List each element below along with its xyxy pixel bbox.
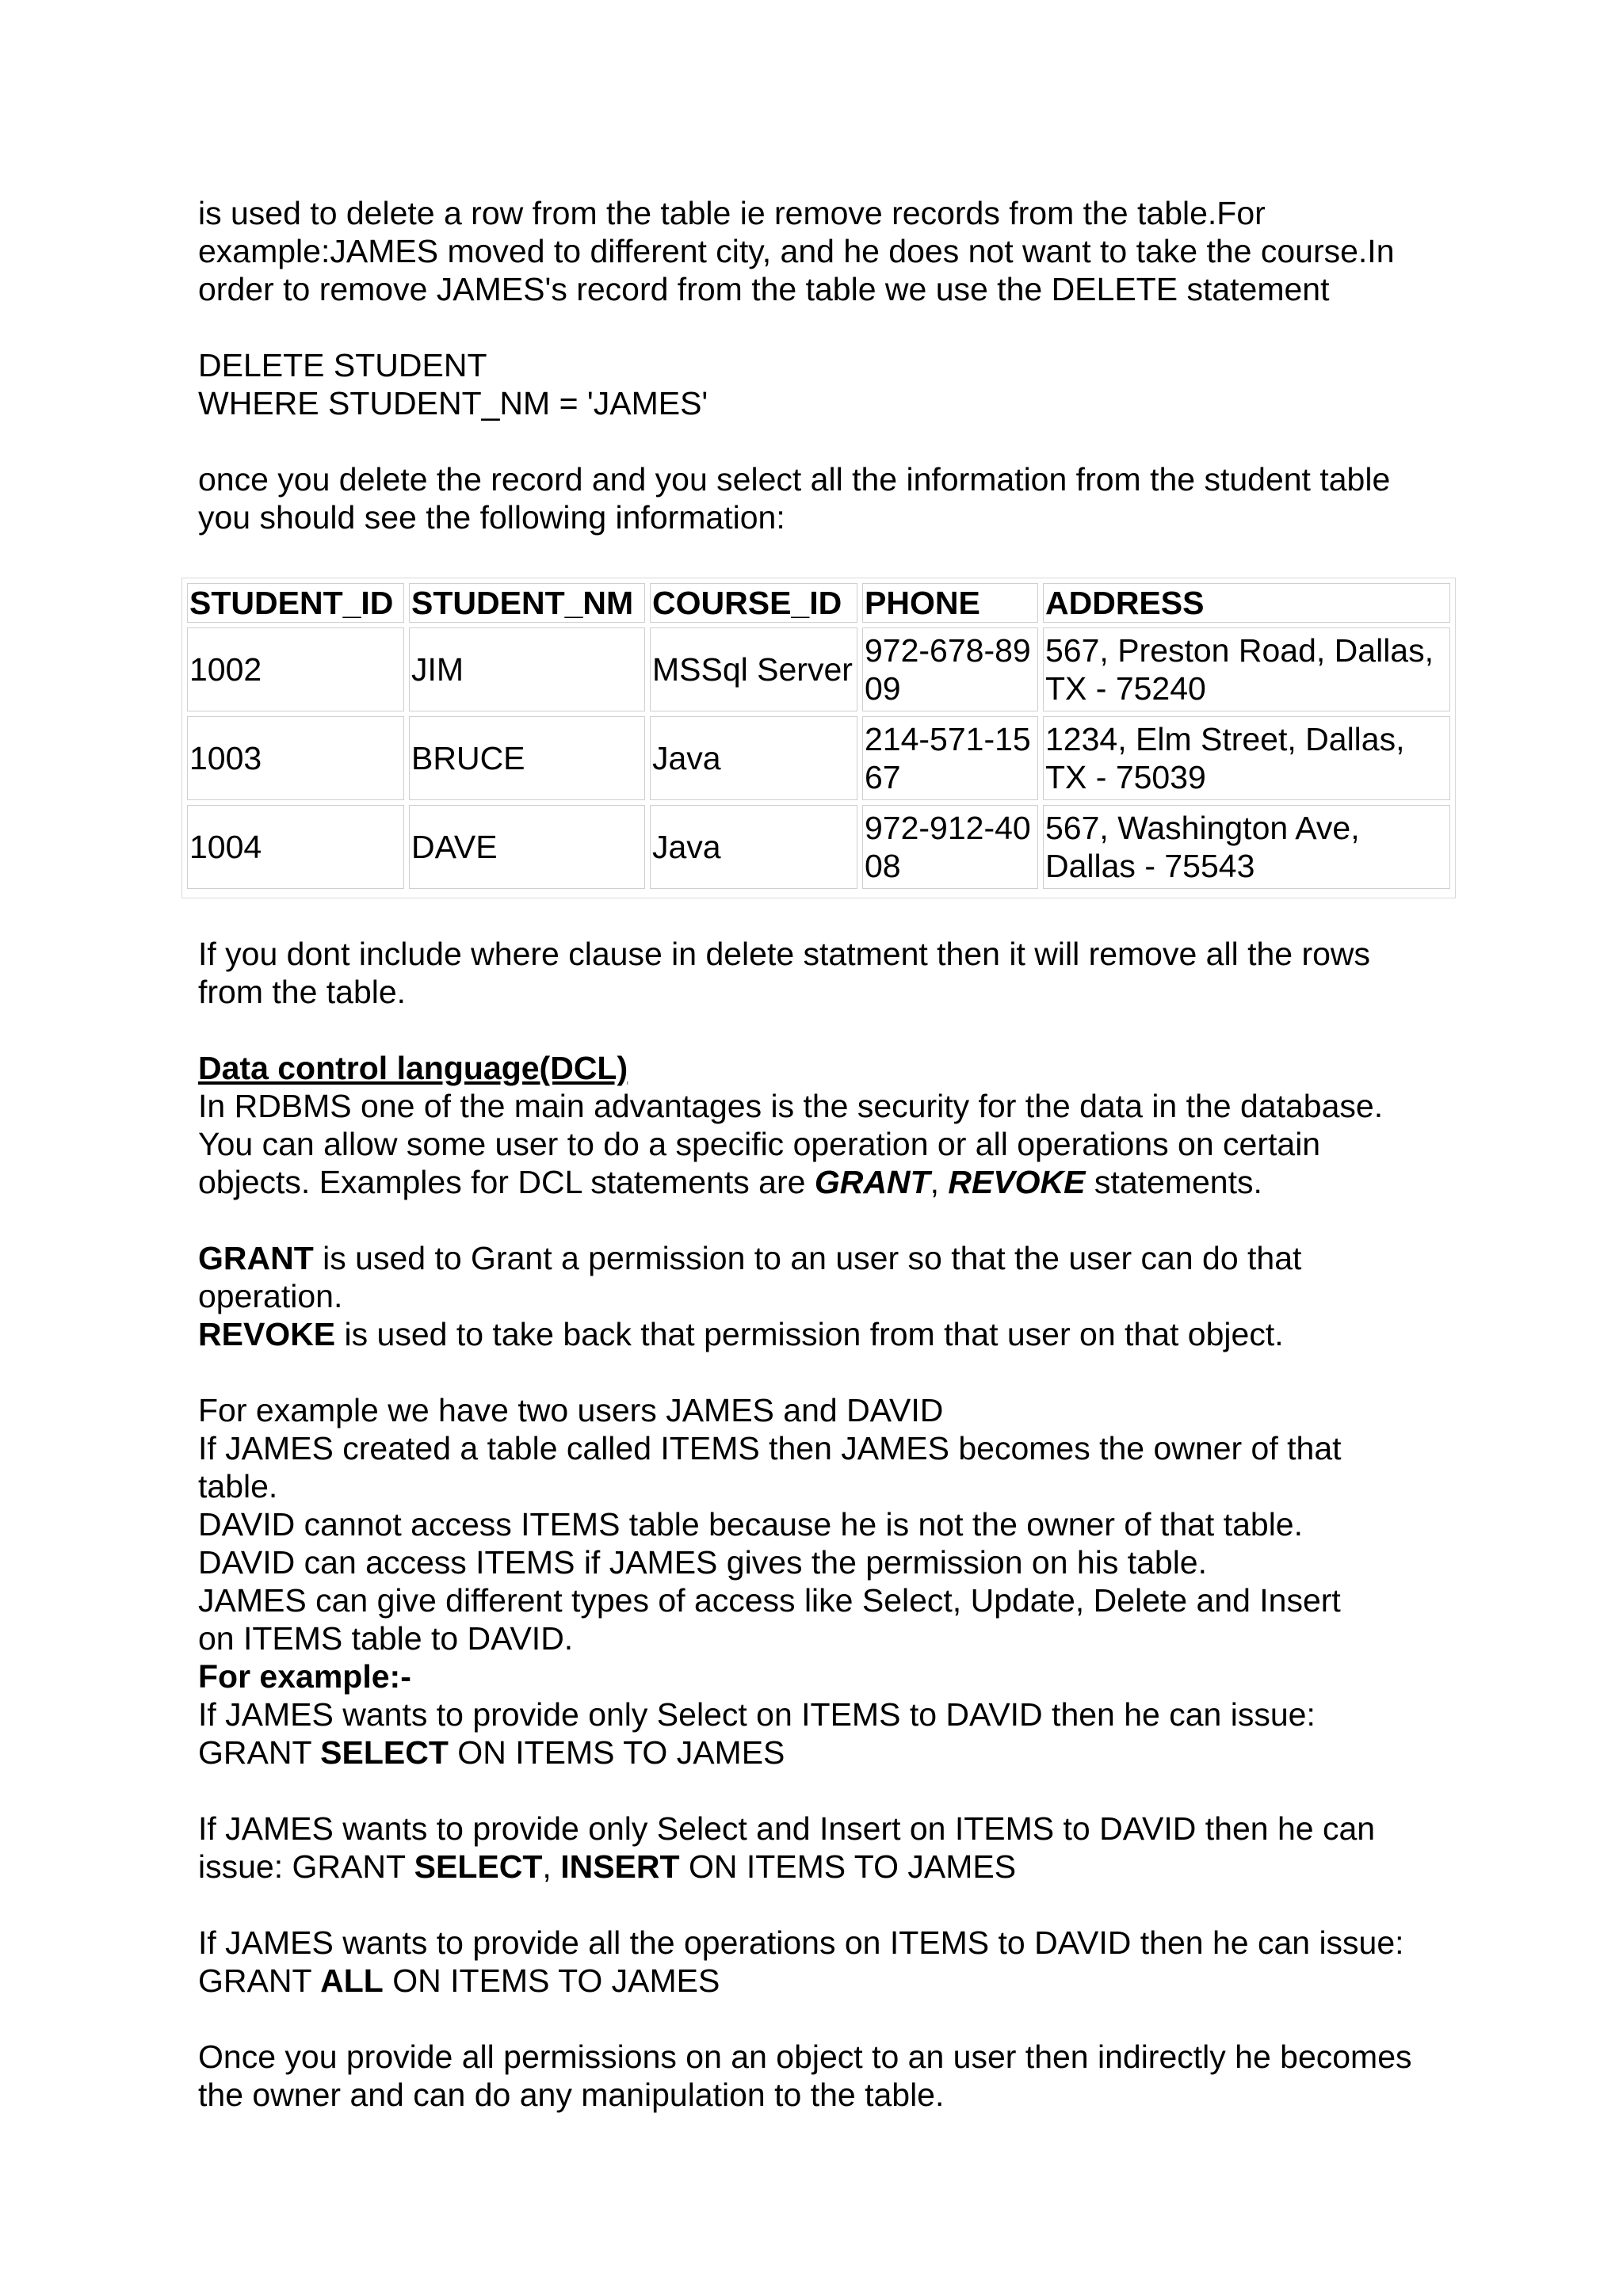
cell-course-id: MSSql Server xyxy=(650,627,857,711)
cell-address: 1234, Elm Street, Dallas, TX - 75039 xyxy=(1043,716,1450,800)
example-line: JAMES can give different types of access like Select, Update, Delete and Insert xyxy=(198,1582,1341,1619)
sql-text: ON ITEMS TO JAMES xyxy=(679,1848,1017,1885)
dcl-line: In RDBMS one of the main advantages is the security for the data in the database. xyxy=(198,1088,1384,1124)
revoke-keyword: REVOKE xyxy=(948,1164,1086,1200)
table-row xyxy=(187,716,1450,800)
cell-phone: 214-571-1567 xyxy=(862,716,1038,800)
example-3 xyxy=(198,1924,1466,2000)
column-header-phone: PHONE xyxy=(862,583,1038,623)
after-delete-line: you should see the following information: xyxy=(198,499,785,536)
sql-text: issue: GRANT xyxy=(198,1848,414,1885)
document-bottom xyxy=(198,935,1466,2114)
cell-course-id: Java xyxy=(650,716,857,800)
sql-text: GRANT xyxy=(198,1962,321,1999)
example-line: DAVID can access ITEMS if JAMES gives the permission on his table. xyxy=(198,1544,1208,1581)
student-table-container xyxy=(181,578,1456,898)
grant-all-statement xyxy=(198,1962,1466,2000)
cell-phone: 972-678-8909 xyxy=(862,627,1038,711)
where-clause-note xyxy=(198,935,1466,1011)
all-keyword: ALL xyxy=(320,1962,384,1999)
grant-keyword: GRANT xyxy=(198,1240,314,1276)
cell-phone: 972-912-4008 xyxy=(862,805,1038,889)
insert-keyword: INSERT xyxy=(560,1848,680,1885)
comma-text: , xyxy=(542,1848,561,1885)
column-header-address: ADDRESS xyxy=(1043,583,1450,623)
sql-line: WHERE STUDENT_NM = 'JAMES' xyxy=(198,385,708,421)
document-top xyxy=(198,194,1466,536)
column-header-student-id: STUDENT_ID xyxy=(187,583,404,623)
column-header-student-nm: STUDENT_NM xyxy=(409,583,645,623)
dcl-section xyxy=(198,1049,1466,1201)
example-line: DAVID cannot access ITEMS table because he is not the owner of that table. xyxy=(198,1506,1303,1543)
dcl-heading: Data control language(DCL) xyxy=(198,1050,628,1086)
grant-select-insert-statement xyxy=(198,1848,1466,1886)
grant-revoke-definitions xyxy=(198,1239,1466,1353)
closing-line: the owner and can do any manipulation to the table. xyxy=(198,2077,945,2113)
grant-text: is used to Grant a permission to an user so that the user can do that xyxy=(313,1240,1302,1276)
dcl-line xyxy=(198,1163,1466,1201)
select-keyword: SELECT xyxy=(414,1848,543,1885)
cell-student-id: 1004 xyxy=(187,805,404,889)
example-line: on ITEMS table to DAVID. xyxy=(198,1620,574,1657)
dcl-line: You can allow some user to do a specific operation or all operations on certain xyxy=(198,1126,1321,1162)
table-row xyxy=(187,805,1450,889)
grant-keyword: GRANT xyxy=(814,1164,930,1200)
table-header-row xyxy=(187,583,1450,623)
revoke-definition xyxy=(198,1315,1466,1353)
dcl-text: objects. Examples for DCL statements are xyxy=(198,1164,815,1200)
example-line: If JAMES wants to provide only Select on ITEMS to DAVID then he can issue: xyxy=(198,1696,1316,1733)
after-delete-line: once you delete the record and you select all the information from the student table xyxy=(198,461,1391,498)
example-line: If JAMES created a table called ITEMS then JAMES becomes the owner of that xyxy=(198,1430,1342,1466)
example-section xyxy=(198,1391,1466,1772)
after-delete-paragraph xyxy=(198,460,1466,536)
intro-paragraph xyxy=(198,194,1466,308)
intro-line: order to remove JAMES's record from the table we use the DELETE statement xyxy=(198,271,1330,307)
for-example-label: For example:- xyxy=(198,1658,411,1695)
intro-line: is used to delete a row from the table ie remove records from the table.For xyxy=(198,195,1266,231)
intro-line: example:JAMES moved to different city, and he does not want to take the course.In xyxy=(198,233,1395,269)
cell-student-id: 1002 xyxy=(187,627,404,711)
revoke-text: is used to take back that permission from that user on that object. xyxy=(335,1316,1284,1352)
grant-select-statement xyxy=(198,1733,1466,1772)
grant-definition xyxy=(198,1239,1466,1277)
example-line: If JAMES wants to provide only Select and Insert on ITEMS to DAVID then he can xyxy=(198,1810,1376,1847)
revoke-keyword: REVOKE xyxy=(198,1316,336,1352)
cell-address: 567, Washington Ave, Dallas - 75543 xyxy=(1043,805,1450,889)
example-line: For example we have two users JAMES and DAVID xyxy=(198,1392,944,1428)
cell-student-nm: DAVE xyxy=(409,805,645,889)
sql-line: DELETE STUDENT xyxy=(198,347,487,383)
example-line: If JAMES wants to provide all the operations on ITEMS to DAVID then he can issue: xyxy=(198,1924,1404,1961)
sql-text: ON ITEMS TO JAMES xyxy=(448,1734,785,1771)
cell-course-id: Java xyxy=(650,805,857,889)
student-table xyxy=(182,578,1455,894)
column-header-course-id: COURSE_ID xyxy=(650,583,857,623)
sql-text: GRANT xyxy=(198,1734,321,1771)
cell-student-nm: BRUCE xyxy=(409,716,645,800)
grant-definition-cont: operation. xyxy=(198,1278,343,1314)
comma-text: , xyxy=(930,1164,949,1200)
table-row xyxy=(187,627,1450,711)
cell-student-id: 1003 xyxy=(187,716,404,800)
cell-student-nm: JIM xyxy=(409,627,645,711)
sql-text: ON ITEMS TO JAMES xyxy=(383,1962,720,1999)
closing-line: Once you provide all permissions on an object to an user then indirectly he becomes xyxy=(198,2039,1412,2075)
example-line: table. xyxy=(198,1468,278,1505)
closing-paragraph xyxy=(198,2038,1466,2114)
note-line: from the table. xyxy=(198,974,407,1010)
dcl-text: statements. xyxy=(1085,1164,1262,1200)
example-2 xyxy=(198,1810,1466,1886)
select-keyword: SELECT xyxy=(320,1734,449,1771)
cell-address: 567, Preston Road, Dallas, TX - 75240 xyxy=(1043,627,1450,711)
delete-sql-statement xyxy=(198,346,1466,422)
note-line: If you dont include where clause in delete statment then it will remove all the rows xyxy=(198,936,1371,972)
